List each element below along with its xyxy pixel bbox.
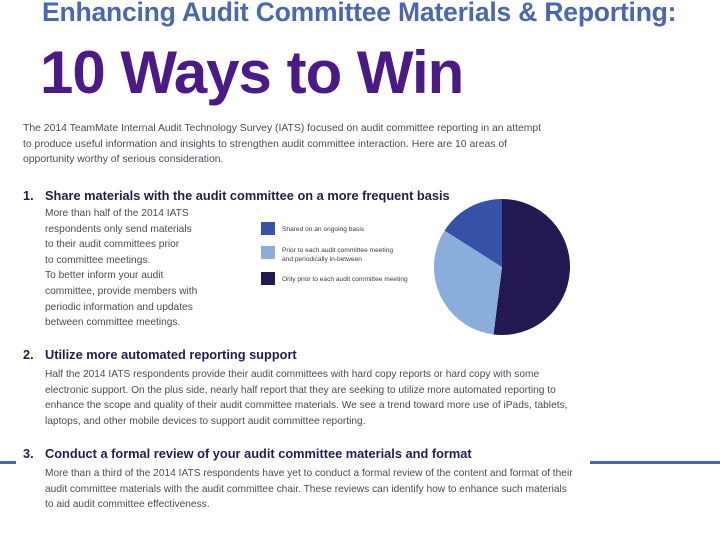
legend-label xyxy=(282,276,432,285)
divider-left xyxy=(0,461,16,464)
legend-swatch xyxy=(261,272,275,285)
legend-label-line: Prior to each audit committee meeting xyxy=(282,247,394,254)
body-line: to aid audit committee effectiveness. xyxy=(45,499,210,511)
page-subtitle: Enhancing Audit Committee Materials & Reporting: xyxy=(42,0,677,27)
section-1-number: 1. xyxy=(23,188,34,203)
section-3-body xyxy=(45,466,605,513)
pie-chart xyxy=(430,195,574,339)
body-line: periodic information and updates xyxy=(45,301,193,313)
page-title: 10 Ways to Win xyxy=(40,39,464,106)
legend-label-line: Only prior to each audit committee meeting xyxy=(282,276,408,283)
legend-swatch xyxy=(261,246,275,259)
section-1-body xyxy=(45,206,245,331)
pie-slice xyxy=(493,199,570,335)
intro-line: opportunity worthy of serious consideration. xyxy=(23,154,224,165)
section-3-title: Conduct a formal review of your audit committee materials and format xyxy=(45,446,472,461)
section-2-body xyxy=(45,367,605,429)
body-line: committee, provide members with xyxy=(45,285,198,297)
intro-paragraph xyxy=(23,121,583,168)
section-2-title: Utilize more automated reporting support xyxy=(45,347,297,362)
legend-label xyxy=(282,247,432,264)
body-line: More than a third of the 2014 IATS respondents have yet to conduct a formal review of the content and format of their xyxy=(45,468,573,479)
legend-swatch xyxy=(261,222,275,235)
body-line: respondents only send materials xyxy=(45,223,192,235)
body-line: laptops, and other mobile devices to support audit committee reporting. xyxy=(45,415,366,427)
section-2-number: 2. xyxy=(23,347,34,362)
intro-line: to produce useful information and insights to strengthen audit committee interaction. Here are 10 areas of xyxy=(23,138,508,150)
section-3-number: 3. xyxy=(23,446,34,461)
body-line: to committee meetings. xyxy=(45,254,151,266)
legend-label-line: and periodically in-between xyxy=(282,255,362,263)
body-line: to their audit committees prior xyxy=(45,239,180,251)
body-line: between committee meetings. xyxy=(45,317,181,329)
body-line: More than half of the 2014 IATS xyxy=(45,208,189,219)
body-line: To better inform your audit xyxy=(45,270,164,282)
section-1-title: Share materials with the audit committee on a more frequent basis xyxy=(45,188,450,203)
body-line: electronic support. On the plus side, nearly half report that they are seeking to utilize more automated reporting to xyxy=(45,384,556,396)
divider-right xyxy=(590,461,720,464)
body-line: Half the 2014 IATS respondents provide their audit committees with hard copy reports or hard copy with some xyxy=(45,369,540,380)
legend-label-line: Shared on an ongoing basis xyxy=(282,226,365,233)
legend-label xyxy=(282,226,432,235)
body-line: enhance the scope and quality of their audit committee materials. We see a trend toward more use of iPads, tablets, xyxy=(45,400,568,412)
intro-line: The 2014 TeamMate Internal Audit Technology Survey (IATS) focused on audit committee reporting in an attempt xyxy=(23,123,542,134)
body-line: audit committee materials with the audit committee chair. These reviews can identify how to enhance such materials xyxy=(45,483,567,495)
